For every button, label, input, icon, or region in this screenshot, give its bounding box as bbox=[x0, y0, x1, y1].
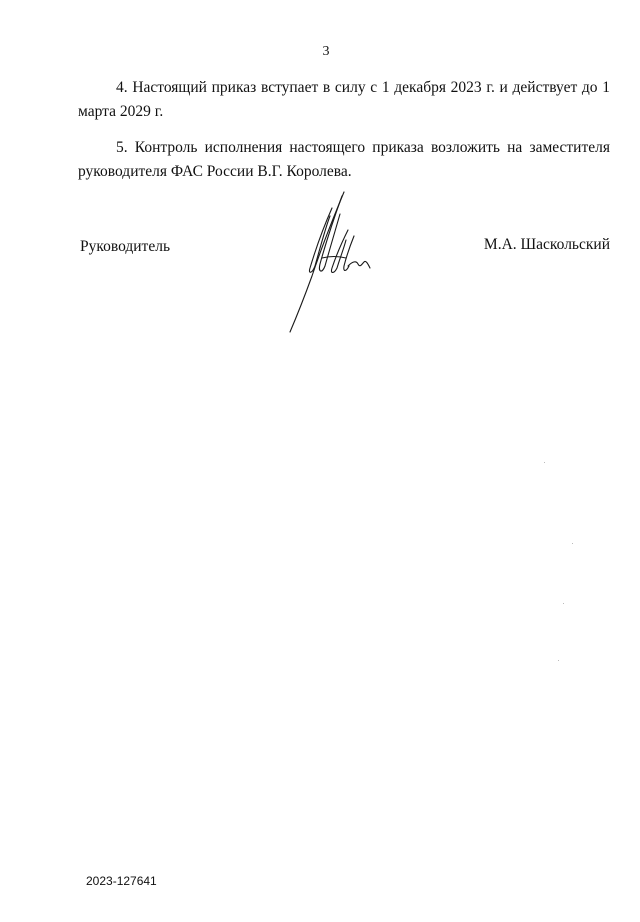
scan-speck bbox=[572, 543, 573, 544]
signer-name: М.А. Шаскольский bbox=[483, 236, 610, 253]
handwritten-signature bbox=[282, 186, 374, 336]
scan-speck bbox=[563, 603, 564, 604]
scan-speck bbox=[558, 660, 559, 661]
document-registration-number: 2023-127641 bbox=[86, 874, 157, 888]
scan-speck bbox=[544, 462, 545, 463]
page-number: 3 bbox=[322, 44, 330, 59]
paragraph-4: 4. Настоящий приказ вступает в силу с 1 декабря 2023 г. и действует до 1 марта 2029 г. bbox=[78, 79, 610, 120]
signer-title: Руководитель bbox=[80, 238, 171, 255]
document-body bbox=[78, 76, 610, 196]
paragraph-5: 5. Контроль исполнения настоящего приказа возложить на заместителя руководителя ФАС России В.Г. Королева. bbox=[78, 139, 610, 180]
